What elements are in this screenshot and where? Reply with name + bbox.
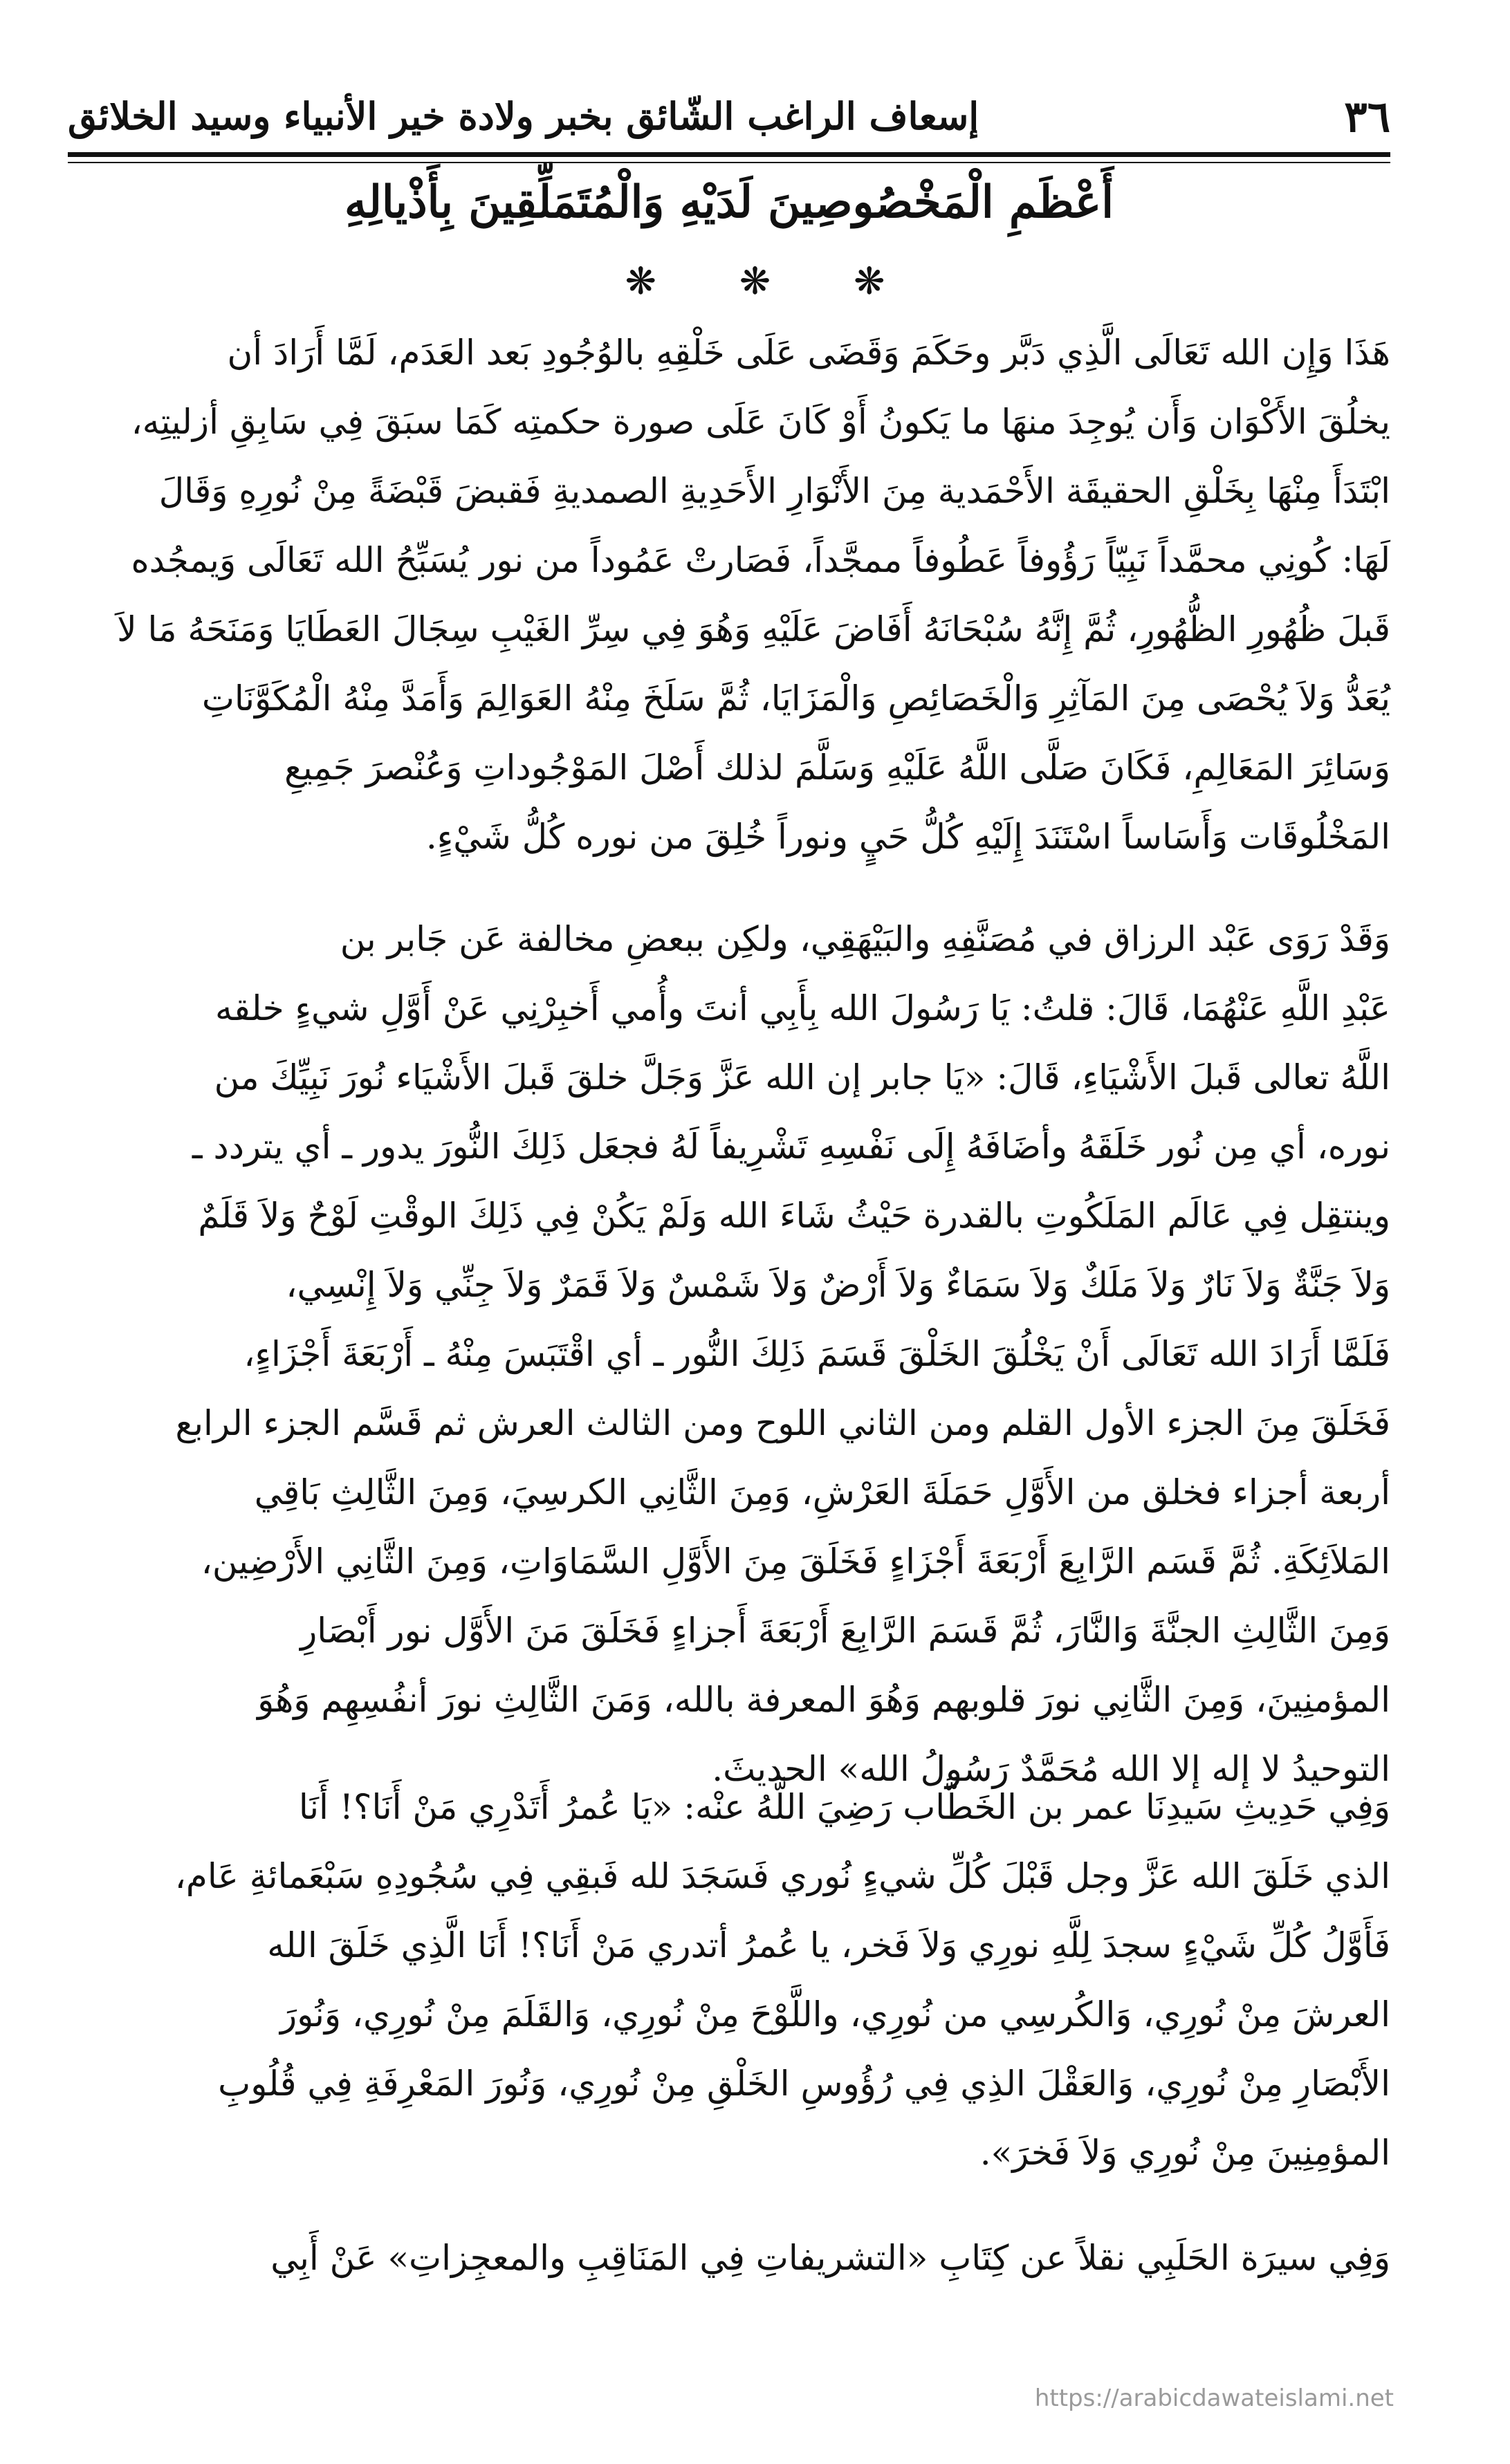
paragraph: هَذَا وَإِن الله تَعَالَى الَّذِي دَبَّر وحَكَمَ وَقَضَى عَلَى خَلْقِهِ بالوُجُودِ بَعد العَدَم، لَمَّا أَرَادَ أن يخلُقَ الأَكْوَان وَأَن يُوجِدَ منهَا ما يَكونُ أَوْ كَانَ عَلَى صورة حكمتِه كَمَا سبَقَ فِي سَابِقِ أزليتِه، ابْتَدَأَ مِنْهَا بِخَلْقِ الحقيقَة الأَحْمَدية مِنَ الأَنْوَارِ الأَحَدِيةِ الصمديةِ فَقبضَ قَبْضَةً مِنْ نُورِهِ وَقَالَ لَهَا: كُونِي محمَّداً نَبِيّاً رَؤُوفاً عَطُوفاً ممجَّداً، فَصَارتْ عَمُوداً من نور يُسَبِّحُ الله تَعَالَى وَيمجُده قَبلَ ظُهُورِ الظُّهُورِ، ثُمَّ إِنَّهُ سُبْحَانَهُ أَفَاضَ عَلَيْهِ وَهُوَ فِي سِرِّ الغَيْبِ سِجَالَ العَطَايَا وَمَنَحَهُ مَا لاَ يُعَدُّ وَلاَ يُحْصَى مِنَ المَآثِرِ وَالْخَصَائِصِ وَالْمَزَايَا، ثُمَّ سَلَخَ مِنْهُ العَوَالِمَ وَأَمَدَّ مِنْهُ الْمُكَوَّنَاتِ وَسَائِرَ المَعَالِمِ، فَكَانَ صَلَّى اللَّهُ عَلَيْهِ وَسَلَّمَ لذلك أَصْلَ المَوْجُوداتِ وَعُنْصرَ جَمِيعِ المَخْلُوقَات وَأَسَاساً اسْتَنَدَ إِلَيْهِ كُلُّ حَيٍ ونوراً خُلِقَ من نوره كُلُّ شَيْءٍ. [117, 333, 1390, 857]
watermark: https://arabicdawateislami.net [1034, 2384, 1394, 2412]
asterism-icon: ❋ [625, 259, 656, 303]
paragraph: وَقَدْ رَوَى عَبْد الرزاق في مُصَنَّفِهِ والبَيْهَقِي، ولكِن ببعضِ مخالفة عَن جَابر بن عَبْدِ اللَّهِ عَنْهُمَا، قَالَ: قلتُ: يَا رَسُولَ الله بِأَبِي أنتَ وأُمي أَخبِرْنِي عَنْ أَوَّلِ شيءٍ خلقه اللَّهُ تعالى قَبلَ الأَشْيَاءِ، قَالَ: «يَا جابر إن الله عَزَّ وَجَلَّ خلقَ قَبلَ الأَشْيَاء نُورَ نَبِيِّكَ من نوره، أي مِن نُور خَلَقَهُ وأضَافَهُ إِلَى نَفْسِهِ تَشْرِيفاً لَهُ فجعَل ذَلِكَ النُّورَ يدور ـ أي يتردد ـ وينتقِل فِي عَالَم المَلَكُوتِ بالقدرة حَيْثُ شَاءَ الله وَلَمْ يَكُنْ فِي ذَلِكَ الوقْتِ لَوْحٌ وَلاَ قَلَمٌ وَلاَ جَنَّةٌ وَلاَ نَارٌ وَلاَ مَلَكٌ وَلاَ سَمَاءٌ وَلاَ أَرْضٌ وَلاَ شَمْسٌ وَلاَ قَمَرٌ وَلاَ جِنِّي وَلاَ إِنْسِي، فَلَمَّا أَرَادَ الله تَعَالَى أَنْ يَخْلُقَ الخَلْقَ قَسَمَ ذَلِكَ النُّور ـ أي اقْتَبَسَ مِنْهُ ـ أَرْبَعَةَ أَجْزَاءٍ، فَخَلَقَ مِنَ الجزء الأول القلم ومن الثاني اللوح ومن الثالث العرش ثم قَسَّم الجزء الرابع أربعة أجزاء فخلق من الأَوَّلِ حَمَلَةَ العَرْشِ، وَمِنَ الثَّانِي الكرسِيَ، وَمِنَ الثَّالِثِ بَاقِي المَلاَئِكَةِ. ثُمَّ قَسَم الرَّابِعَ أَرْبَعَةَ أَجْزَاءٍ فَخَلَقَ مِنَ الأَوَّلِ السَّمَاوَاتِ، وَمِنَ الثَّانِي الأَرْضِين، وَمِنَ الثَّالِثِ الجنَّةَ وَالنَّارَ، ثُمَّ قَسَمَ الرَّابِعَ أَرْبَعَةَ أَجزاءٍ فَخَلَقَ مَنَ الأَوَّل نور أَبْصَارِ المؤمنِينَ، وَمِنَ الثَّانِي نورَ قلوبهم وَهُوَ المعرفة بالله، وَمَنَ الثَّالِثِ نورَ أنفُسِهِم وَهُوَ التوحيدُ لا إله إلا الله مُحَمَّدٌ رَسُولُ الله» الحديثَ. [175, 919, 1390, 1789]
page-number: ٣٦ [1344, 91, 1390, 142]
page-header [68, 82, 1390, 151]
header-rule-thick [68, 152, 1390, 157]
paragraph: وَفِي سيرَة الحَلَبِي نقلاً عن كِتَابِ «التشريفاتِ فِي المَنَاقِبِ والمعجِزاتِ» عَنْ أَبِي [270, 2238, 1390, 2278]
asterism-icon: ❋ [854, 259, 885, 303]
ornament-separator [0, 250, 1510, 313]
running-title: إسعاف الراغب الشّائق بخبر ولادة خير الأنبياء وسيد الخلائق [68, 94, 979, 138]
header-rule-thin [68, 162, 1390, 163]
section-title: أَعْظَمِ الْمَخْصُوصِينَ لَدَيْهِ وَالْمُتَمَلِّقِينَ بِأَذْيالِهِ [344, 176, 1114, 228]
paragraph: وَفِي حَدِيثِ سَيدِنَا عمر بن الخَطَّاب رَضِيَ اللَّهُ عنْه: «يَا عُمرُ أَتَدْرِي مَنْ أَنَا؟! أَنَا الذي خَلَقَ الله عَزَّ وجل قَبْلَ كُلِّ شيءٍ نُوري فَسَجَدَ لله فَبقِي فِي سُجُودِهِ سَبْعَمائةِ عَام، فَأَوَّلُ كُلِّ شَيْءٍ سجدَ لِلَّهِ نورِي وَلاَ فَخر، يا عُمرُ أتدري مَنْ أَنَا؟! أَنَا الَّذِي خَلَقَ الله العرشَ مِنْ نُورِي، وَالكُرسِي من نُورِي، واللَّوْحَ مِنْ نُورِي، وَالقَلَمَ مِنْ نُورِي، وَنُورَ الأَبْصَارِ مِنْ نُورِي، وَالعَقْلَ الذِي فِي رُؤُوسِ الخَلْقِ مِنْ نُورِي، وَنُورَ المَعْرِفَةِ فِي قُلُوبِ المؤمِنِينَ مِنْ نُورِي وَلاَ فَخرَ». [174, 1787, 1390, 2173]
asterism-icon: ❋ [739, 259, 771, 303]
